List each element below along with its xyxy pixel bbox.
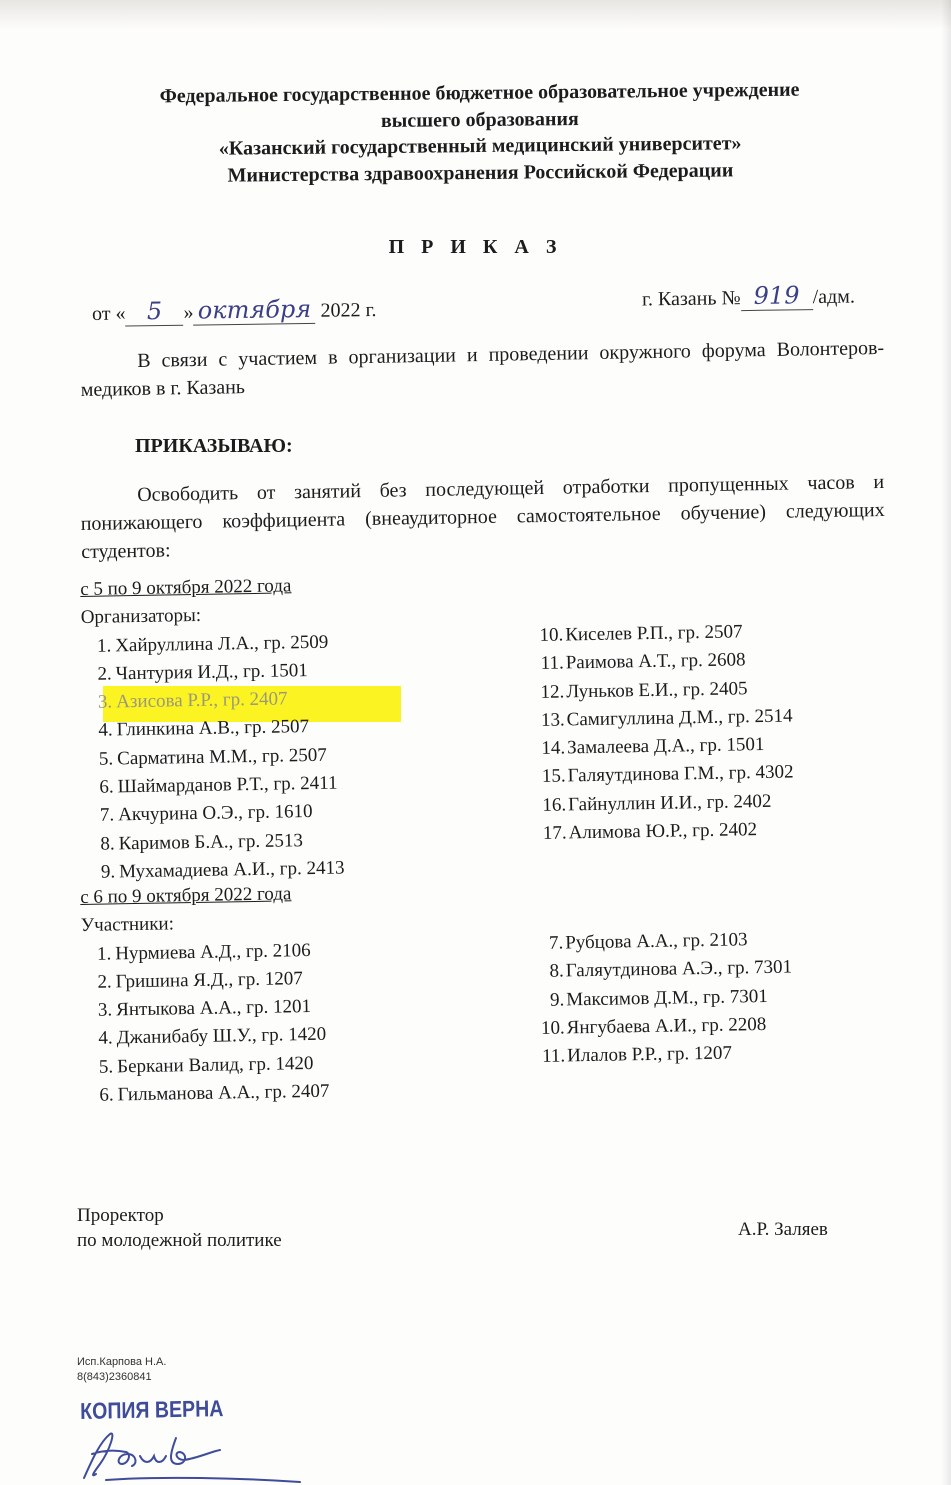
section2-label: Участники: (80, 913, 175, 937)
order-number (642, 281, 855, 313)
handwritten-signature-icon (70, 1420, 330, 1485)
list-item: Каримов Б.А., гр. 2513 (118, 829, 304, 855)
position-line-1: Проректор (77, 1205, 164, 1226)
executor-info (77, 1355, 166, 1385)
preamble-line-2: медиков в г. Казань (80, 376, 246, 401)
section2-period: с 6 по 9 октября 2022 года (80, 883, 292, 908)
list-item: Мухамадиева А.И., гр. 2413 (118, 857, 345, 883)
date-month: октября (193, 295, 315, 326)
section2-right (533, 925, 794, 1071)
section1-left (80, 571, 345, 887)
list-number: 11. (540, 652, 564, 675)
preamble-line-1: В связи с участием в организации и проведении окружного форума Волонтеров- (137, 336, 885, 373)
date-mid: » (183, 301, 194, 324)
signatory-name: А.Р. Заляев (738, 1219, 828, 1240)
list-item: Шаймарданов Р.Т., гр. 2411 (117, 772, 338, 798)
list-item: Беркани Валид, гр. 1420 (117, 1052, 314, 1078)
list-number: 7. (99, 804, 115, 827)
date-year: 2022 г. (320, 299, 377, 322)
executor-name: Исп.Карпова Н.А. (77, 1356, 167, 1368)
list-number: 11. (541, 1045, 566, 1068)
number-value: 919 (740, 281, 812, 311)
list-number: 8. (100, 833, 115, 855)
list-number: 7. (548, 932, 564, 954)
header-line-1: Федеральное государственное бюджетное образовательное учреждение (159, 78, 800, 108)
copy-verified-stamp: КОПИЯ ВЕРНА (80, 1395, 224, 1424)
list-number: 9. (100, 861, 116, 883)
signatory-position (77, 1203, 282, 1253)
list-item: Луньков Е.И., гр. 2405 (566, 677, 748, 703)
number-suffix: /адм. (812, 285, 856, 309)
list-number: 2. (97, 663, 112, 685)
list-item: Глинкина А.В., гр. 2507 (116, 716, 310, 741)
list-item: Максимов Д.М., гр. 7301 (566, 985, 768, 1011)
list-number: 12. (540, 681, 565, 703)
list-number: 4. (98, 719, 113, 742)
order-date (92, 294, 377, 327)
list-number: 17. (542, 822, 567, 844)
order-word: ПРИКАЗЫВАЮ: (135, 435, 293, 457)
body-line-2: понижающего коэффициента (внеаудиторное самостоятельное обучение) следующих (80, 498, 885, 535)
top-shadow (0, 0, 951, 30)
list-number: 5. (98, 748, 114, 770)
section1-period: с 5 по 9 октября 2022 года (80, 575, 292, 600)
list-number: 15. (541, 765, 566, 788)
list-item: Янтыкова А.А., гр. 1201 (116, 996, 312, 1021)
list-number: 13. (540, 709, 565, 731)
list-item: Нурмиева А.Д., гр. 2106 (115, 939, 311, 964)
list-item: Раимова А.Т., гр. 2608 (565, 649, 746, 674)
list-item: Рубцова А.А., гр. 2103 (565, 929, 748, 954)
list-item: Сарматина М.М., гр. 2507 (117, 744, 327, 770)
list-number: 10. (540, 1017, 565, 1039)
list-item: Илалов Р.Р., гр. 1207 (567, 1042, 733, 1067)
list-number: 3. (97, 999, 113, 1021)
list-number: 6. (99, 1084, 114, 1106)
header-line-2: высшего образования (380, 107, 579, 132)
list-item: Гайнуллин И.И., гр. 2402 (568, 790, 772, 816)
list-item: Гришина Я.Д., гр. 1207 (115, 968, 303, 993)
body-line-1: Освободить от занятий без последующей отработки пропущенных часов и (137, 470, 885, 507)
position-line-2: по молодежной политике (77, 1230, 282, 1251)
list-item: Джанибабу Ш.У., гр. 1420 (116, 1024, 327, 1049)
list-number: 8. (549, 960, 564, 983)
list-item: Акчурина О.Э., гр. 1610 (117, 801, 313, 826)
body-line-3: студентов: (81, 539, 171, 563)
list-item-highlighted: Азисова Р.Р., гр. 2407 (116, 688, 288, 713)
order-body (80, 468, 885, 566)
list-number: 1. (96, 943, 112, 965)
document-title: П Р И К А З (388, 236, 563, 258)
list-item: Алимова Ю.Р., гр. 2402 (568, 819, 758, 844)
list-item: Самигуллина Д.М., гр. 2514 (566, 705, 793, 731)
list-number: 3. (97, 691, 113, 713)
list-number: 16. (542, 794, 567, 816)
header-line-3: «Казанский государственный медицинский университет» (218, 132, 742, 160)
section1-right (533, 617, 795, 848)
number-prefix: г. Казань № (641, 287, 741, 311)
header-line-4: Министерства здравоохранения Российской Федерации (227, 159, 734, 187)
preamble (80, 334, 885, 404)
list-number: 1. (96, 635, 112, 657)
section1-label: Организаторы: (80, 605, 202, 629)
list-item: Гильманова А.А., гр. 2407 (117, 1080, 330, 1106)
right-shadow (941, 0, 951, 1485)
list-item: Янгубаева А.И., гр. 2208 (566, 1013, 767, 1039)
list-item: Галяутдинова А.Э., гр. 7301 (565, 956, 793, 982)
list-number: 14. (541, 737, 566, 760)
list-item: Киселев Р.П., гр. 2507 (565, 621, 743, 646)
date-day: 5 (125, 297, 183, 327)
list-number: 9. (549, 989, 565, 1011)
date-prefix: от « (91, 302, 126, 325)
organization-header (59, 76, 900, 191)
list-number: 10. (539, 624, 564, 646)
list-number: 5. (98, 1056, 114, 1078)
list-item: Хайруллина Л.А., гр. 2509 (115, 631, 329, 656)
list-number: 4. (98, 1027, 113, 1050)
list-item: Галяутдинова Г.М., гр. 4302 (567, 761, 794, 787)
list-item: Замалеева Д.А., гр. 1501 (567, 734, 765, 759)
section2-left (80, 880, 330, 1111)
list-item: Чантурия И.Д., гр. 1501 (115, 659, 309, 685)
list-number: 6. (99, 776, 114, 798)
executor-phone: 8(843)2360841 (77, 1371, 152, 1383)
list-number: 2. (97, 971, 112, 993)
